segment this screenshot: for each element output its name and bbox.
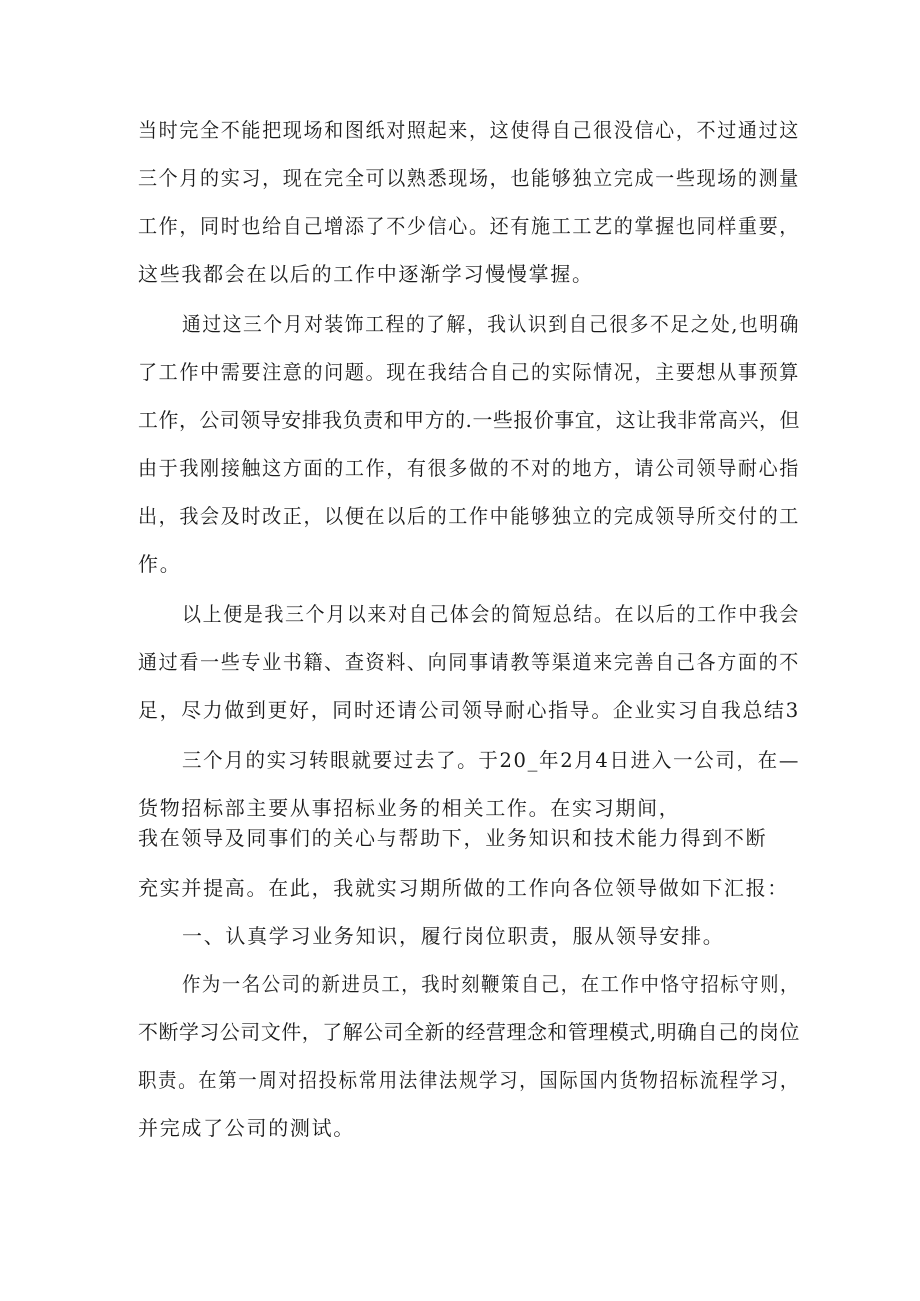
paragraph-start-line: 作为一名公司的新进员工，我时刻鞭策自己，在工作中恪守招标守则， bbox=[182, 972, 800, 996]
paragraph-start-line: 通过这三个月对装饰工程的了解，我认识到自己很多不足之处,也明确 bbox=[182, 312, 800, 336]
text-line: 足，尽力做到更好，同时还请公司领导耐心指导。企业实习自我总结3 bbox=[138, 698, 800, 722]
text-line: 工作，同时也给自己增添了不少信心。还有施工工艺的掌握也同样重要， bbox=[138, 214, 800, 238]
paragraph-start-line: 以上便是我三个月以来对自己体会的简短总结。在以后的工作中我会 bbox=[182, 602, 800, 626]
text-line: 作。 bbox=[138, 552, 182, 576]
section-heading: 一、认真学习业务知识，履行岗位职责，服从领导安排。 bbox=[182, 924, 725, 948]
text-line: 这些我都会在以后的工作中逐渐学习慢慢掌握。 bbox=[138, 262, 594, 286]
text-line: 出，我会及时改正，以便在以后的工作中能够独立的完成领导所交付的工 bbox=[138, 504, 800, 528]
text-line: 工作，公司领导安排我负责和甲方的.一些报价事宜，这让我非常高兴，但 bbox=[138, 408, 800, 432]
text-line: 我在领导及同事们的关心与帮助下，业务知识和技术能力得到不断 bbox=[138, 826, 768, 850]
text-line: 通过看一些专业书籍、查资料、向同事请教等渠道来完善自己各方面的不 bbox=[138, 650, 800, 674]
text-line: 充实并提高。在此，我就实习期所做的工作向各位领导做如下汇报： bbox=[138, 876, 789, 900]
text-line: 当时完全不能把现场和图纸对照起来，这使得自己很没信心，不过通过这 bbox=[138, 118, 800, 142]
text-line: 三个月的实习，现在完全可以熟悉现场，也能够独立完成一些现场的测量 bbox=[138, 166, 800, 190]
text-line: 职责。在第一周对招投标常用法律法规学习，国际国内货物招标流程学习， bbox=[138, 1068, 800, 1092]
text-line: 货物招标部主要从事招标业务的相关工作。在实习期间， bbox=[138, 796, 681, 820]
paragraph-start-line: 三个月的实习转眼就要过去了。于20_年2月4日进入一公司，在— bbox=[182, 748, 800, 772]
text-line: 了工作中需要注意的问题。现在我结合自己的实际情况，主要想从事预算 bbox=[138, 360, 800, 384]
text-line: 不断学习公司文件，了解公司全新的经营理念和管理模式,明确自己的岗位 bbox=[138, 1020, 800, 1044]
text-line: 并完成了公司的测试。 bbox=[138, 1116, 355, 1140]
text-line: 由于我刚接触这方面的工作，有很多做的不对的地方，请公司领导耐心指 bbox=[138, 456, 800, 480]
